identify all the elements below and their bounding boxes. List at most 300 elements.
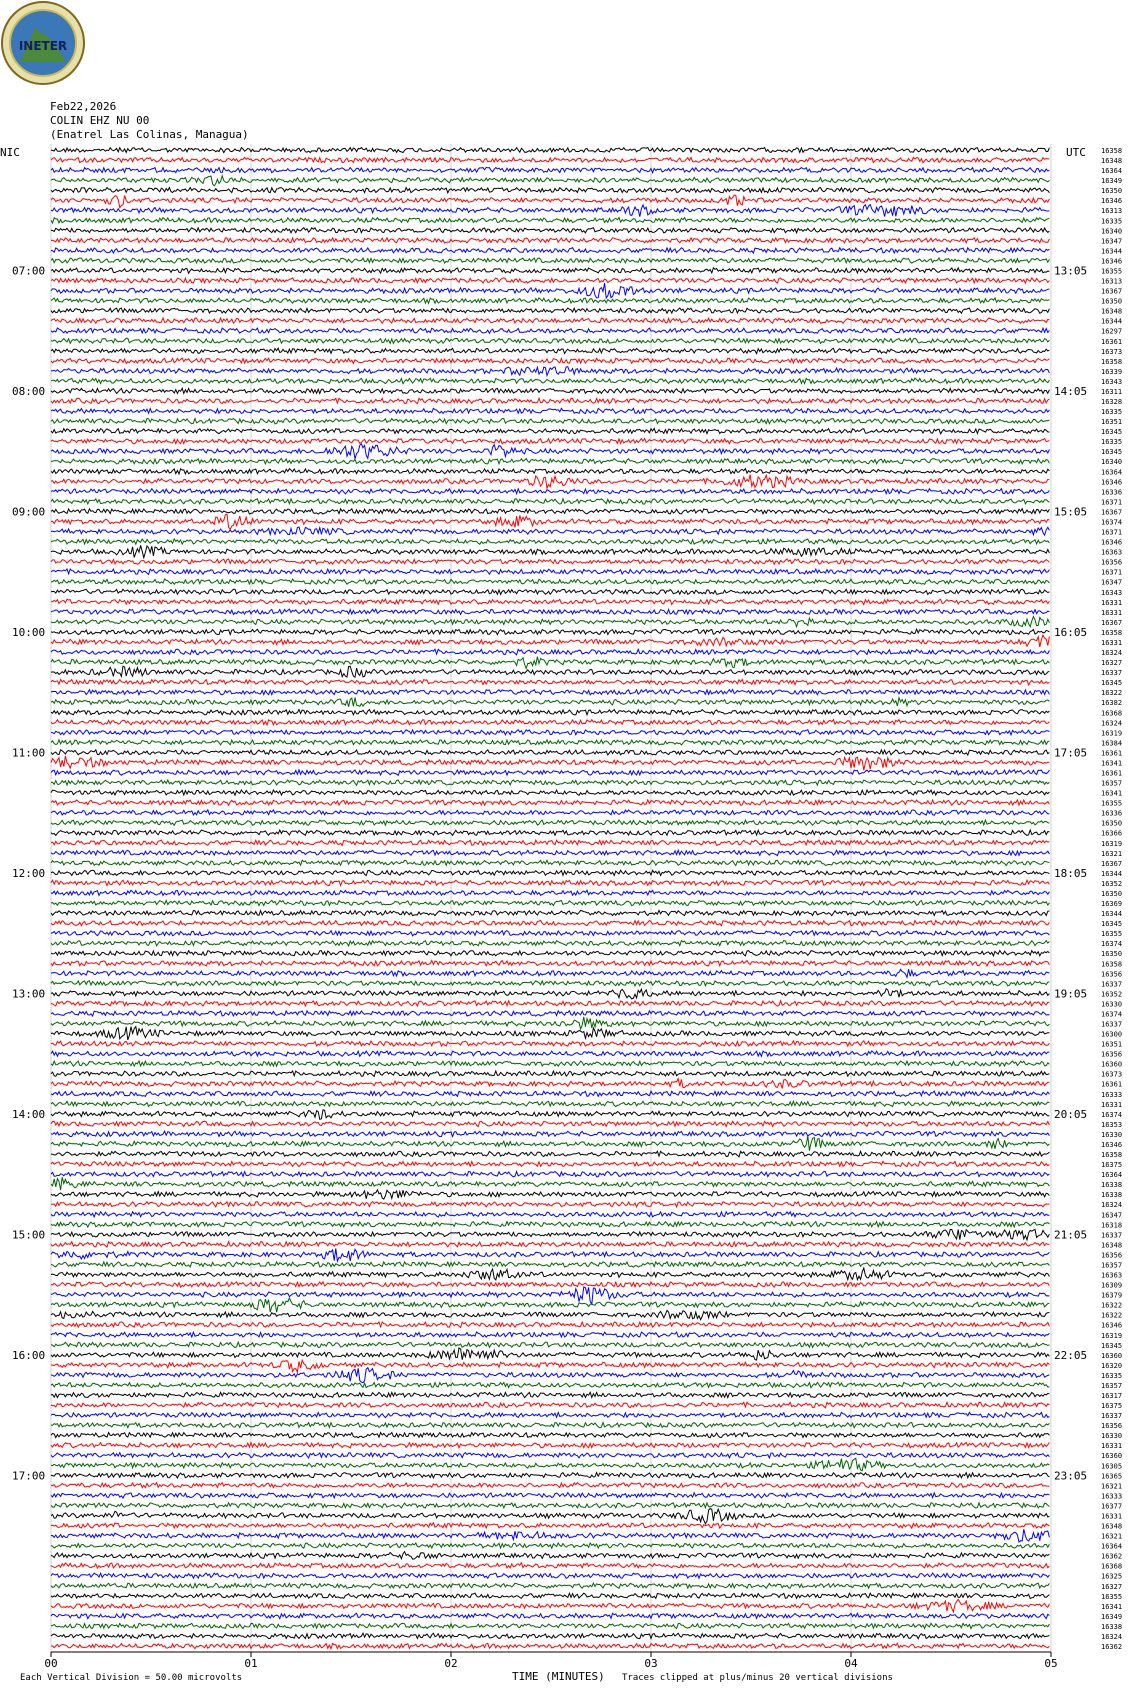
trace-137 bbox=[51, 1523, 1049, 1529]
trace-value-94: 16333 bbox=[1101, 1090, 1123, 1099]
trace-value-100: 16358 bbox=[1101, 1151, 1123, 1159]
trace-value-42: 16371 bbox=[1101, 568, 1123, 577]
trace-94 bbox=[51, 1091, 1049, 1096]
trace-102 bbox=[51, 1172, 1049, 1177]
trace-36 bbox=[51, 509, 1049, 514]
trace-value-93: 16361 bbox=[1101, 1080, 1123, 1089]
trace-value-53: 16345 bbox=[1101, 679, 1123, 688]
trace-value-25: 16328 bbox=[1101, 398, 1123, 406]
trace-value-119: 16345 bbox=[1101, 1341, 1123, 1350]
trace-value-51: 16327 bbox=[1101, 659, 1123, 668]
trace-98 bbox=[51, 1131, 1049, 1136]
trace-88 bbox=[51, 1027, 1049, 1040]
left-time-label: 09:00 bbox=[12, 505, 46, 519]
trace-13 bbox=[51, 278, 1049, 283]
trace-145 bbox=[51, 1599, 1049, 1612]
trace-100 bbox=[51, 1151, 1049, 1157]
trace-82 bbox=[51, 969, 1049, 977]
trace-44 bbox=[51, 589, 1049, 594]
trace-value-142: 16325 bbox=[1101, 1572, 1123, 1581]
trace-value-107: 16318 bbox=[1101, 1221, 1123, 1230]
trace-83 bbox=[51, 981, 1049, 986]
trace-33 bbox=[51, 475, 1049, 489]
trace-value-129: 16331 bbox=[1101, 1442, 1123, 1451]
trace-72 bbox=[51, 870, 1049, 875]
trace-value-44: 16343 bbox=[1101, 588, 1123, 597]
trace-value-87: 16337 bbox=[1101, 1020, 1123, 1029]
trace-value-58: 16319 bbox=[1101, 729, 1123, 738]
trace-value-45: 16331 bbox=[1101, 598, 1123, 607]
trace-125 bbox=[51, 1402, 1049, 1408]
trace-131 bbox=[51, 1458, 1049, 1471]
trace-value-24: 16311 bbox=[1101, 388, 1123, 396]
trace-value-65: 16355 bbox=[1101, 799, 1123, 808]
trace-104 bbox=[51, 1190, 1049, 1199]
trace-121 bbox=[51, 1360, 1049, 1372]
trace-93 bbox=[51, 1079, 1049, 1089]
trace-value-109: 16348 bbox=[1101, 1241, 1123, 1250]
left-timezone-label: NIC bbox=[0, 146, 20, 159]
trace-value-98: 16330 bbox=[1101, 1130, 1123, 1139]
trace-value-139: 16364 bbox=[1101, 1542, 1123, 1551]
trace-value-70: 16321 bbox=[1101, 849, 1123, 858]
trace-136 bbox=[51, 1509, 1049, 1524]
trace-value-108: 16337 bbox=[1101, 1231, 1123, 1240]
trace-29 bbox=[51, 439, 1049, 444]
trace-value-56: 16368 bbox=[1101, 709, 1123, 718]
trace-74 bbox=[51, 890, 1049, 895]
trace-40 bbox=[51, 545, 1049, 557]
right-time-label: 15:05 bbox=[1054, 505, 1088, 519]
trace-value-39: 16346 bbox=[1101, 538, 1123, 547]
trace-81 bbox=[51, 961, 1049, 967]
trace-value-68: 16366 bbox=[1101, 829, 1123, 838]
trace-value-103: 16338 bbox=[1101, 1181, 1123, 1190]
left-time-labels bbox=[12, 265, 45, 1483]
trace-24 bbox=[51, 388, 1049, 393]
trace-value-49: 16331 bbox=[1101, 639, 1123, 647]
left-time-label: 17:00 bbox=[12, 1469, 46, 1483]
trace-147 bbox=[51, 1623, 1049, 1628]
right-time-label: 16:05 bbox=[1054, 625, 1088, 639]
x-tick-label: 05 bbox=[1044, 1657, 1058, 1670]
trace-value-66: 16336 bbox=[1101, 809, 1123, 818]
trace-7 bbox=[51, 218, 1049, 223]
trace-31 bbox=[51, 459, 1049, 464]
trace-133 bbox=[51, 1483, 1049, 1488]
trace-95 bbox=[51, 1101, 1049, 1106]
left-time-label: 13:00 bbox=[12, 987, 46, 1001]
trace-130 bbox=[51, 1453, 1049, 1458]
x-tick-label: 04 bbox=[844, 1657, 858, 1670]
x-axis-title: TIME (MINUTES) bbox=[512, 1670, 605, 1683]
left-time-label: 14:00 bbox=[12, 1107, 46, 1121]
trace-value-99: 16346 bbox=[1101, 1141, 1123, 1149]
trace-value-23: 16343 bbox=[1101, 377, 1123, 386]
trace-value-110: 16356 bbox=[1101, 1251, 1123, 1260]
trace-value-75: 16369 bbox=[1101, 900, 1123, 908]
trace-106 bbox=[51, 1212, 1049, 1217]
trace-value-80: 16350 bbox=[1101, 950, 1123, 959]
trace-value-132: 16365 bbox=[1101, 1472, 1123, 1481]
trace-32 bbox=[51, 469, 1049, 474]
trace-149 bbox=[51, 1643, 1049, 1648]
trace-value-137: 16348 bbox=[1101, 1522, 1123, 1531]
trace-109 bbox=[51, 1242, 1049, 1247]
trace-value-32: 16364 bbox=[1101, 468, 1123, 477]
trace-54 bbox=[51, 690, 1049, 695]
trace-49 bbox=[51, 635, 1049, 647]
trace-value-38: 16371 bbox=[1101, 528, 1123, 537]
trace-110 bbox=[51, 1249, 1049, 1262]
trace-135 bbox=[51, 1503, 1049, 1508]
trace-value-141: 16368 bbox=[1101, 1562, 1123, 1571]
trace-124 bbox=[51, 1392, 1049, 1397]
trace-66 bbox=[51, 810, 1049, 815]
trace-value-61: 16341 bbox=[1101, 759, 1123, 768]
right-time-label: 20:05 bbox=[1054, 1107, 1088, 1121]
left-time-label: 16:00 bbox=[12, 1348, 46, 1362]
trace-value-116: 16322 bbox=[1101, 1311, 1123, 1320]
trace-90 bbox=[51, 1051, 1049, 1057]
trace-value-92: 16373 bbox=[1101, 1070, 1123, 1079]
trace-value-71: 16367 bbox=[1101, 859, 1123, 868]
trace-value-91: 16360 bbox=[1101, 1060, 1123, 1069]
trace-17 bbox=[51, 318, 1049, 323]
trace-value-41: 16356 bbox=[1101, 558, 1123, 567]
trace-64 bbox=[51, 790, 1049, 795]
trace-1 bbox=[51, 157, 1049, 162]
right-time-label: 17:05 bbox=[1054, 746, 1088, 760]
trace-144 bbox=[51, 1593, 1049, 1598]
trace-143 bbox=[51, 1583, 1049, 1588]
trace-value-90: 16356 bbox=[1101, 1050, 1123, 1059]
ineter-logo bbox=[2, 2, 84, 84]
date-label: Feb22,2026 bbox=[50, 100, 117, 113]
trace-140 bbox=[51, 1552, 1049, 1560]
trace-65 bbox=[51, 800, 1049, 805]
trace-value-131: 16305 bbox=[1101, 1462, 1123, 1471]
trace-value-113: 16309 bbox=[1101, 1281, 1123, 1290]
trace-99 bbox=[51, 1136, 1049, 1151]
trace-value-4: 16350 bbox=[1101, 187, 1123, 196]
trace-22 bbox=[51, 367, 1049, 376]
trace-114 bbox=[51, 1287, 1049, 1304]
trace-3 bbox=[51, 176, 1049, 186]
trace-35 bbox=[51, 499, 1049, 504]
trace-9 bbox=[51, 238, 1049, 243]
trace-value-78: 16355 bbox=[1101, 930, 1123, 939]
trace-61 bbox=[51, 756, 1049, 770]
trace-53 bbox=[51, 679, 1049, 685]
trace-123 bbox=[51, 1382, 1049, 1387]
trace-value-122: 16335 bbox=[1101, 1371, 1123, 1380]
trace-value-124: 16317 bbox=[1101, 1392, 1123, 1400]
trace-57 bbox=[51, 720, 1049, 725]
trace-139 bbox=[51, 1543, 1049, 1548]
trace-20 bbox=[51, 348, 1049, 354]
trace-value-37: 16374 bbox=[1101, 518, 1123, 527]
trace-84 bbox=[51, 989, 1049, 999]
trace-148 bbox=[51, 1633, 1049, 1639]
right-time-label: 21:05 bbox=[1054, 1228, 1088, 1242]
trace-value-62: 16361 bbox=[1101, 769, 1123, 778]
location-label: (Enatrel Las Colinas, Managua) bbox=[50, 128, 249, 141]
trace-value-101: 16375 bbox=[1101, 1161, 1123, 1170]
trace-91 bbox=[51, 1061, 1049, 1066]
trace-142 bbox=[51, 1573, 1049, 1578]
trace-43 bbox=[51, 579, 1049, 584]
trace-78 bbox=[51, 931, 1049, 936]
trace-value-146: 16349 bbox=[1101, 1612, 1123, 1621]
trace-value-84: 16352 bbox=[1101, 990, 1123, 999]
trace-126 bbox=[51, 1412, 1049, 1417]
trace-2 bbox=[51, 167, 1049, 172]
trace-21 bbox=[51, 358, 1049, 363]
trace-70 bbox=[51, 850, 1049, 855]
trace-value-143: 16327 bbox=[1101, 1582, 1123, 1591]
trace-value-73: 16352 bbox=[1101, 879, 1123, 888]
trace-value-18: 16297 bbox=[1101, 327, 1123, 336]
right-timezone-label: UTC bbox=[1066, 146, 1086, 159]
station-label: COLIN EHZ NU 00 bbox=[50, 114, 150, 127]
trace-51 bbox=[51, 657, 1049, 669]
trace-119 bbox=[51, 1342, 1049, 1347]
trace-30 bbox=[51, 444, 1049, 459]
trace-value-77: 16345 bbox=[1101, 920, 1123, 929]
trace-11 bbox=[51, 258, 1049, 263]
trace-value-76: 16344 bbox=[1101, 910, 1123, 919]
trace-value-128: 16330 bbox=[1101, 1432, 1123, 1441]
left-time-label: 12:00 bbox=[12, 866, 46, 880]
trace-value-79: 16374 bbox=[1101, 940, 1123, 949]
trace-15 bbox=[51, 298, 1049, 303]
trace-value-labels bbox=[1101, 147, 1122, 1651]
trace-value-134: 16333 bbox=[1101, 1492, 1123, 1501]
trace-value-102: 16364 bbox=[1101, 1171, 1123, 1180]
trace-value-36: 16367 bbox=[1101, 508, 1123, 517]
trace-108 bbox=[51, 1229, 1049, 1240]
trace-value-22: 16339 bbox=[1101, 367, 1123, 376]
trace-134 bbox=[51, 1493, 1049, 1498]
trace-value-104: 16338 bbox=[1101, 1191, 1123, 1200]
trace-value-7: 16335 bbox=[1101, 217, 1123, 226]
trace-132 bbox=[51, 1473, 1049, 1478]
right-time-label: 13:05 bbox=[1054, 264, 1088, 278]
trace-value-47: 16367 bbox=[1101, 618, 1123, 627]
left-time-label: 15:00 bbox=[12, 1228, 46, 1242]
trace-value-15: 16350 bbox=[1101, 297, 1123, 306]
trace-value-28: 16345 bbox=[1101, 428, 1123, 437]
trace-value-126: 16337 bbox=[1101, 1412, 1123, 1421]
trace-37 bbox=[51, 514, 1049, 529]
trace-value-2: 16364 bbox=[1101, 167, 1123, 176]
trace-value-59: 16384 bbox=[1101, 739, 1123, 748]
trace-48 bbox=[51, 629, 1049, 634]
right-time-label: 18:05 bbox=[1054, 866, 1088, 880]
trace-107 bbox=[51, 1222, 1049, 1227]
x-tick-label: 03 bbox=[644, 1657, 658, 1670]
trace-value-13: 16313 bbox=[1101, 277, 1123, 286]
trace-45 bbox=[51, 599, 1049, 605]
trace-87 bbox=[51, 1017, 1049, 1029]
trace-value-35: 16371 bbox=[1101, 498, 1123, 507]
trace-value-88: 16300 bbox=[1101, 1030, 1123, 1039]
trace-value-14: 16367 bbox=[1101, 287, 1123, 296]
trace-42 bbox=[51, 569, 1049, 574]
trace-111 bbox=[51, 1262, 1049, 1267]
logo-text: INETER bbox=[18, 39, 68, 53]
trace-value-30: 16345 bbox=[1101, 448, 1123, 457]
x-tick-label: 02 bbox=[444, 1657, 458, 1670]
trace-value-69: 16319 bbox=[1101, 839, 1123, 848]
trace-89 bbox=[51, 1041, 1049, 1047]
trace-59 bbox=[51, 740, 1049, 745]
trace-value-112: 16363 bbox=[1101, 1271, 1123, 1280]
trace-value-34: 16336 bbox=[1101, 488, 1123, 497]
trace-85 bbox=[51, 1001, 1049, 1006]
trace-0 bbox=[51, 147, 1049, 152]
trace-value-89: 16351 bbox=[1101, 1040, 1123, 1049]
trace-73 bbox=[51, 880, 1049, 885]
trace-value-9: 16347 bbox=[1101, 237, 1123, 246]
trace-value-83: 16337 bbox=[1101, 980, 1123, 989]
trace-41 bbox=[51, 559, 1049, 564]
trace-value-105: 16324 bbox=[1101, 1201, 1123, 1210]
right-time-label: 19:05 bbox=[1054, 987, 1088, 1001]
trace-value-114: 16379 bbox=[1101, 1291, 1123, 1300]
trace-129 bbox=[51, 1443, 1049, 1449]
trace-39 bbox=[51, 539, 1049, 544]
trace-value-115: 16322 bbox=[1101, 1301, 1123, 1310]
trace-105 bbox=[51, 1202, 1049, 1207]
trace-117 bbox=[51, 1322, 1049, 1328]
trace-92 bbox=[51, 1071, 1049, 1076]
left-time-label: 11:00 bbox=[12, 746, 46, 760]
left-time-label: 08:00 bbox=[12, 385, 46, 398]
trace-5 bbox=[51, 195, 1049, 207]
trace-value-147: 16338 bbox=[1101, 1622, 1123, 1631]
trace-75 bbox=[51, 900, 1049, 905]
trace-value-50: 16324 bbox=[1101, 649, 1123, 657]
trace-55 bbox=[51, 698, 1049, 707]
trace-value-29: 16335 bbox=[1101, 438, 1123, 447]
trace-value-82: 16356 bbox=[1101, 970, 1123, 979]
trace-4 bbox=[51, 188, 1049, 193]
trace-value-130: 16360 bbox=[1101, 1452, 1123, 1461]
trace-34 bbox=[51, 489, 1049, 494]
x-tick-label: 01 bbox=[244, 1657, 258, 1670]
trace-value-16: 16348 bbox=[1101, 307, 1123, 316]
trace-value-145: 16341 bbox=[1101, 1602, 1123, 1611]
right-time-label: 23:05 bbox=[1054, 1469, 1088, 1483]
trace-value-27: 16351 bbox=[1101, 418, 1123, 427]
trace-12 bbox=[51, 268, 1049, 273]
seismic-traces bbox=[51, 147, 1049, 1648]
trace-63 bbox=[51, 780, 1049, 785]
trace-value-52: 16337 bbox=[1101, 669, 1123, 678]
trace-56 bbox=[51, 710, 1049, 716]
trace-value-20: 16373 bbox=[1101, 347, 1123, 356]
trace-46 bbox=[51, 609, 1049, 614]
trace-value-97: 16353 bbox=[1101, 1120, 1123, 1129]
trace-115 bbox=[51, 1298, 1049, 1312]
trace-value-1: 16348 bbox=[1101, 157, 1123, 165]
trace-value-55: 16382 bbox=[1101, 699, 1123, 708]
right-time-label: 14:05 bbox=[1054, 385, 1088, 398]
trace-value-43: 16347 bbox=[1101, 578, 1123, 587]
trace-128 bbox=[51, 1433, 1049, 1438]
trace-value-8: 16340 bbox=[1101, 227, 1123, 236]
trace-62 bbox=[51, 770, 1049, 776]
left-time-label: 10:00 bbox=[12, 625, 46, 639]
trace-value-26: 16335 bbox=[1101, 408, 1123, 416]
trace-27 bbox=[51, 419, 1049, 424]
trace-value-136: 16331 bbox=[1101, 1512, 1123, 1521]
trace-value-117: 16346 bbox=[1101, 1321, 1123, 1330]
trace-16 bbox=[51, 308, 1049, 313]
trace-52 bbox=[51, 666, 1049, 677]
trace-141 bbox=[51, 1563, 1049, 1568]
trace-138 bbox=[51, 1529, 1049, 1542]
trace-25 bbox=[51, 398, 1049, 404]
right-time-label: 22:05 bbox=[1054, 1348, 1088, 1362]
trace-value-3: 16349 bbox=[1101, 177, 1123, 186]
clip-note: Traces clipped at plus/minus 20 vertical divisions bbox=[622, 1673, 893, 1683]
trace-value-123: 16357 bbox=[1101, 1382, 1123, 1390]
trace-127 bbox=[51, 1423, 1049, 1428]
trace-value-17: 16344 bbox=[1101, 317, 1123, 326]
left-time-label: 07:00 bbox=[12, 264, 46, 278]
trace-28 bbox=[51, 428, 1049, 433]
right-time-labels bbox=[1054, 265, 1087, 1483]
trace-value-144: 16355 bbox=[1101, 1592, 1123, 1601]
trace-146 bbox=[51, 1613, 1049, 1618]
trace-value-135: 16377 bbox=[1101, 1502, 1123, 1511]
trace-101 bbox=[51, 1161, 1049, 1166]
trace-value-10: 16344 bbox=[1101, 247, 1123, 256]
trace-value-72: 16344 bbox=[1101, 869, 1123, 878]
trace-120 bbox=[51, 1348, 1049, 1360]
trace-value-11: 16346 bbox=[1101, 257, 1123, 266]
trace-97 bbox=[51, 1121, 1049, 1126]
trace-value-133: 16321 bbox=[1101, 1482, 1123, 1491]
trace-value-140: 16362 bbox=[1101, 1552, 1123, 1561]
trace-value-81: 16358 bbox=[1101, 960, 1123, 969]
trace-79 bbox=[51, 941, 1049, 946]
trace-value-5: 16346 bbox=[1101, 197, 1123, 206]
trace-value-31: 16340 bbox=[1101, 458, 1123, 467]
trace-value-33: 16346 bbox=[1101, 478, 1123, 487]
trace-50 bbox=[51, 649, 1049, 655]
trace-value-148: 16324 bbox=[1101, 1633, 1123, 1641]
trace-6 bbox=[51, 205, 1049, 217]
trace-value-63: 16357 bbox=[1101, 779, 1123, 788]
trace-value-40: 16363 bbox=[1101, 548, 1123, 557]
trace-71 bbox=[51, 860, 1049, 865]
trace-value-120: 16360 bbox=[1101, 1351, 1123, 1360]
trace-103 bbox=[51, 1177, 1049, 1190]
trace-value-121: 16320 bbox=[1101, 1361, 1123, 1370]
trace-86 bbox=[51, 1011, 1049, 1016]
trace-60 bbox=[51, 750, 1049, 755]
trace-value-85: 16330 bbox=[1101, 1000, 1123, 1009]
x-axis-ticks bbox=[44, 1652, 1057, 1670]
trace-10 bbox=[51, 248, 1049, 253]
trace-value-46: 16331 bbox=[1101, 608, 1123, 617]
trace-value-64: 16341 bbox=[1101, 789, 1123, 798]
trace-118 bbox=[51, 1332, 1049, 1337]
